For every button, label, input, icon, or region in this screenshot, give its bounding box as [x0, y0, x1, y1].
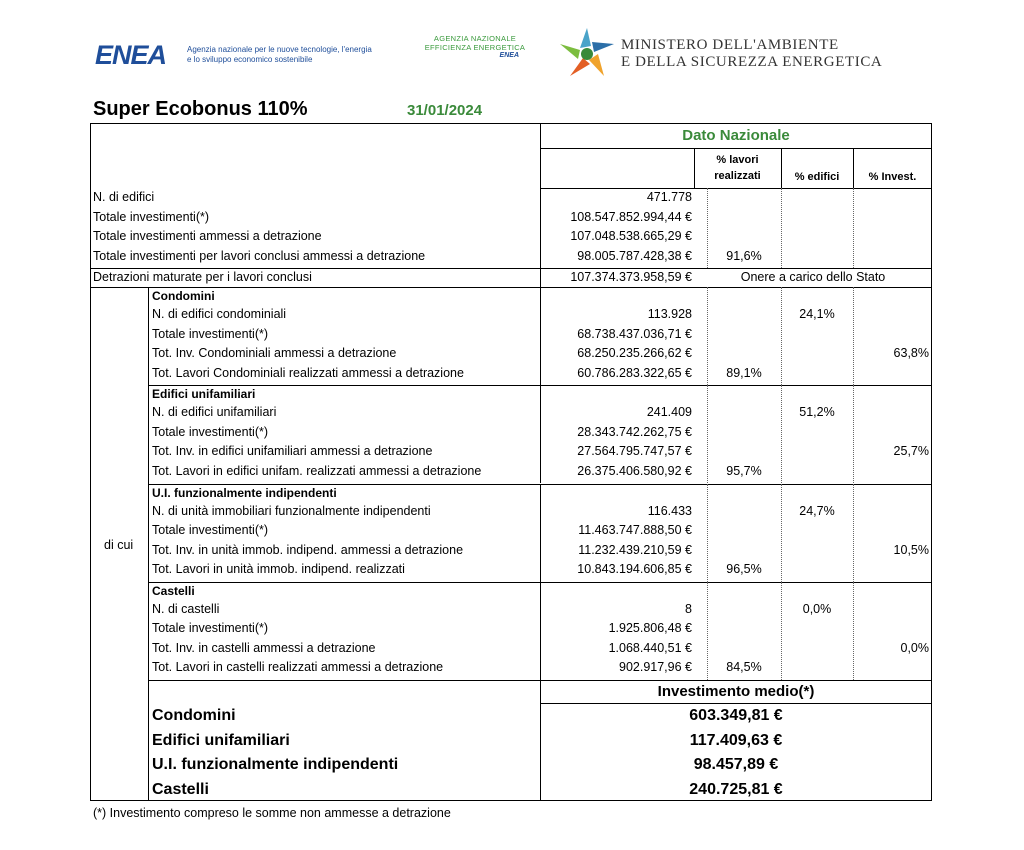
group-row-value: 68.250.235.266,62 € — [577, 346, 692, 360]
medio-row-value: 98.457,89 € — [693, 756, 779, 773]
data-table — [90, 123, 932, 801]
investimento-medio-header: Investimento medio(*) — [657, 683, 815, 700]
group-pct-invest: 10,5% — [893, 542, 929, 557]
pct-lavori-header-line-2: realizzati — [714, 170, 761, 182]
group-row-label: Totale investimenti(*) — [152, 424, 269, 439]
ministry-star-icon — [558, 26, 616, 80]
national-row-label: Totale investimenti per lavori conclusi ammessi a detrazione — [93, 248, 426, 263]
detrazioni-value: 107.374.373.958,59 € — [570, 270, 692, 284]
medio-row-label: Edifici unifamiliari — [152, 731, 290, 749]
group-row-label: N. di castelli — [152, 601, 220, 616]
dotted-divider — [853, 287, 854, 385]
row-divider — [540, 703, 932, 704]
dato-nazionale-header: Dato Nazionale — [682, 127, 790, 144]
detrazioni-label: Detrazioni maturate per i lavori conclusi — [93, 270, 312, 284]
group-pct-invest: 25,7% — [893, 444, 929, 459]
group-title: Edifici unifamiliari — [152, 387, 256, 402]
group-pct-edifici: 0,0% — [802, 601, 832, 616]
subheader-divider — [540, 188, 932, 189]
agency-logo-line-1: AGENZIA NAZIONALE — [433, 34, 517, 43]
group-row-value: 11.232.439.210,59 € — [578, 542, 692, 557]
group-row-value: 1.068.440,51 € — [608, 640, 692, 655]
group-row-value: 8 — [685, 601, 692, 616]
group-pct-edifici: 24,1% — [799, 307, 835, 321]
group-row-label: Totale investimenti(*) — [152, 326, 269, 341]
enea-logo — [95, 42, 385, 72]
national-row-value: 471.778 — [646, 190, 692, 204]
dotted-divider — [853, 188, 854, 268]
group-row-label: Tot. Inv. in edifici unifamiliari ammessi a detrazione — [152, 444, 433, 459]
group-pct-lavori: 89,1% — [726, 365, 762, 380]
group-pct-lavori: 84,5% — [726, 660, 762, 675]
group-row-label: Tot. Inv. in unità immob. indipend. ammessi a detrazione — [152, 542, 464, 557]
di-cui-label: di cui — [104, 538, 134, 552]
group-row-label: Tot. Lavori in castelli realizzati ammessi a detrazione — [152, 660, 444, 675]
group-pct-lavori: 95,7% — [726, 463, 762, 478]
dotted-divider — [781, 385, 782, 483]
group-row-value: 27.564.795.747,57 € — [577, 444, 692, 459]
ministry-line-1: MINISTERO DELL'AMBIENTE — [621, 37, 839, 53]
group-row-value: 1.925.806,48 € — [608, 621, 692, 636]
di-cui-divider — [148, 287, 149, 801]
agency-logo-line-3: ENEA — [499, 52, 519, 59]
report-date: 31/01/2024 — [407, 102, 483, 119]
group-row-value: 10.843.194.606,85 € — [577, 562, 692, 576]
group-row-value: 68.738.437.036,71 € — [577, 326, 692, 341]
group-row-label: Tot. Lavori in unità immob. indipend. realizzati — [152, 562, 405, 576]
group-title: Castelli — [152, 583, 195, 598]
pct-lavori-header-line-1: % lavori — [716, 154, 759, 166]
dotted-divider — [853, 484, 854, 582]
group-pct-edifici: 24,7% — [799, 503, 835, 518]
pct-lavori-header — [694, 152, 781, 184]
enea-logo-subtitle — [187, 45, 387, 65]
ministry-line-2: E DELLA SICUREZZA ENERGETICA — [621, 54, 883, 70]
group-row-value: 902.917,96 € — [619, 660, 692, 675]
page-title: Super Ecobonus 110% — [93, 98, 308, 120]
group-row-label: Tot. Inv. in castelli ammessi a detrazione — [152, 640, 376, 655]
dotted-divider — [781, 287, 782, 385]
group-row-label: Totale investimenti(*) — [152, 523, 269, 537]
enea-logo-mark: ENEA — [95, 40, 167, 70]
dotted-divider — [853, 582, 854, 680]
row-divider — [90, 268, 932, 269]
table-border-left — [90, 123, 91, 801]
group-title: Condomini — [152, 289, 215, 303]
medio-row-label: U.I. funzionalmente indipendenti — [152, 756, 399, 773]
national-row-label: Totale investimenti ammessi a detrazione — [93, 229, 322, 243]
dotted-divider — [781, 188, 782, 268]
medio-row-label: Castelli — [152, 780, 209, 798]
group-row-label: Totale investimenti(*) — [152, 621, 269, 636]
detrazioni-note: Onere a carico dello Stato — [740, 270, 886, 284]
group-row-value: 28.343.742.262,75 € — [577, 424, 692, 439]
national-row-value: 98.005.787.428,38 € — [577, 248, 692, 263]
group-row-label: N. di unità immobiliari funzionalmente indipendenti — [152, 503, 431, 518]
pct-invest-header: % Invest. — [868, 171, 917, 183]
national-row-pct: 91,6% — [726, 248, 762, 263]
medio-row-value: 240.725,81 € — [689, 780, 783, 798]
group-pct-invest: 63,8% — [893, 346, 929, 360]
national-row-value: 107.048.538.665,29 € — [570, 229, 692, 243]
group-row-label: Tot. Lavori in edifici unifam. realizzati ammessi a detrazione — [152, 463, 482, 478]
group-title: U.I. funzionalmente indipendenti — [152, 485, 337, 500]
medio-row-label: Condomini — [152, 707, 236, 724]
group-row-label: N. di edifici condominiali — [152, 307, 287, 321]
group-row-label: N. di edifici unifamiliari — [152, 405, 277, 420]
group-row-value: 11.463.747.888,50 € — [578, 523, 692, 537]
group-pct-invest: 0,0% — [900, 640, 929, 655]
dotted-divider — [853, 385, 854, 483]
agency-logo-line-2: EFFICIENZA ENERGETICA — [424, 43, 526, 52]
ministry-name — [621, 37, 882, 71]
national-row-label: Totale investimenti(*) — [93, 209, 210, 224]
group-row-value: 241.409 — [646, 405, 692, 420]
group-row-value: 26.375.406.580,92 € — [577, 463, 692, 478]
dotted-divider — [781, 582, 782, 680]
group-pct-edifici: 51,2% — [799, 405, 835, 420]
group-row-label: Tot. Lavori Condominiali realizzati ammessi a detrazione — [152, 365, 464, 380]
group-row-value: 60.786.283.322,65 € — [577, 365, 692, 380]
dotted-divider — [781, 484, 782, 582]
footnote: (*) Investimento compreso le somme non ammesse a detrazione — [93, 806, 451, 820]
table-border-top — [90, 123, 932, 124]
header-divider — [540, 148, 932, 149]
enea-sub-line-1: Agenzia nazionale per le nuove tecnologie, l'energia — [187, 45, 372, 54]
row-divider — [90, 287, 932, 288]
pct-edifici-header: % edifici — [794, 171, 840, 183]
enea-sub-line-2: e lo sviluppo economico sostenibile — [187, 55, 313, 64]
group-pct-lavori: 96,5% — [726, 562, 762, 576]
medio-row-value: 603.349,81 € — [689, 707, 783, 724]
group-row-label: Tot. Inv. Condominiali ammessi a detrazione — [152, 346, 397, 360]
medio-row-value: 117.409,63 € — [689, 731, 783, 749]
group-row-value: 116.433 — [647, 503, 692, 518]
national-row-value: 108.547.852.994,44 € — [570, 209, 692, 224]
group-row-value: 113.928 — [647, 307, 692, 321]
table-border-bottom — [90, 800, 932, 801]
national-row-label: N. di edifici — [93, 190, 155, 204]
agency-logo — [413, 34, 537, 70]
